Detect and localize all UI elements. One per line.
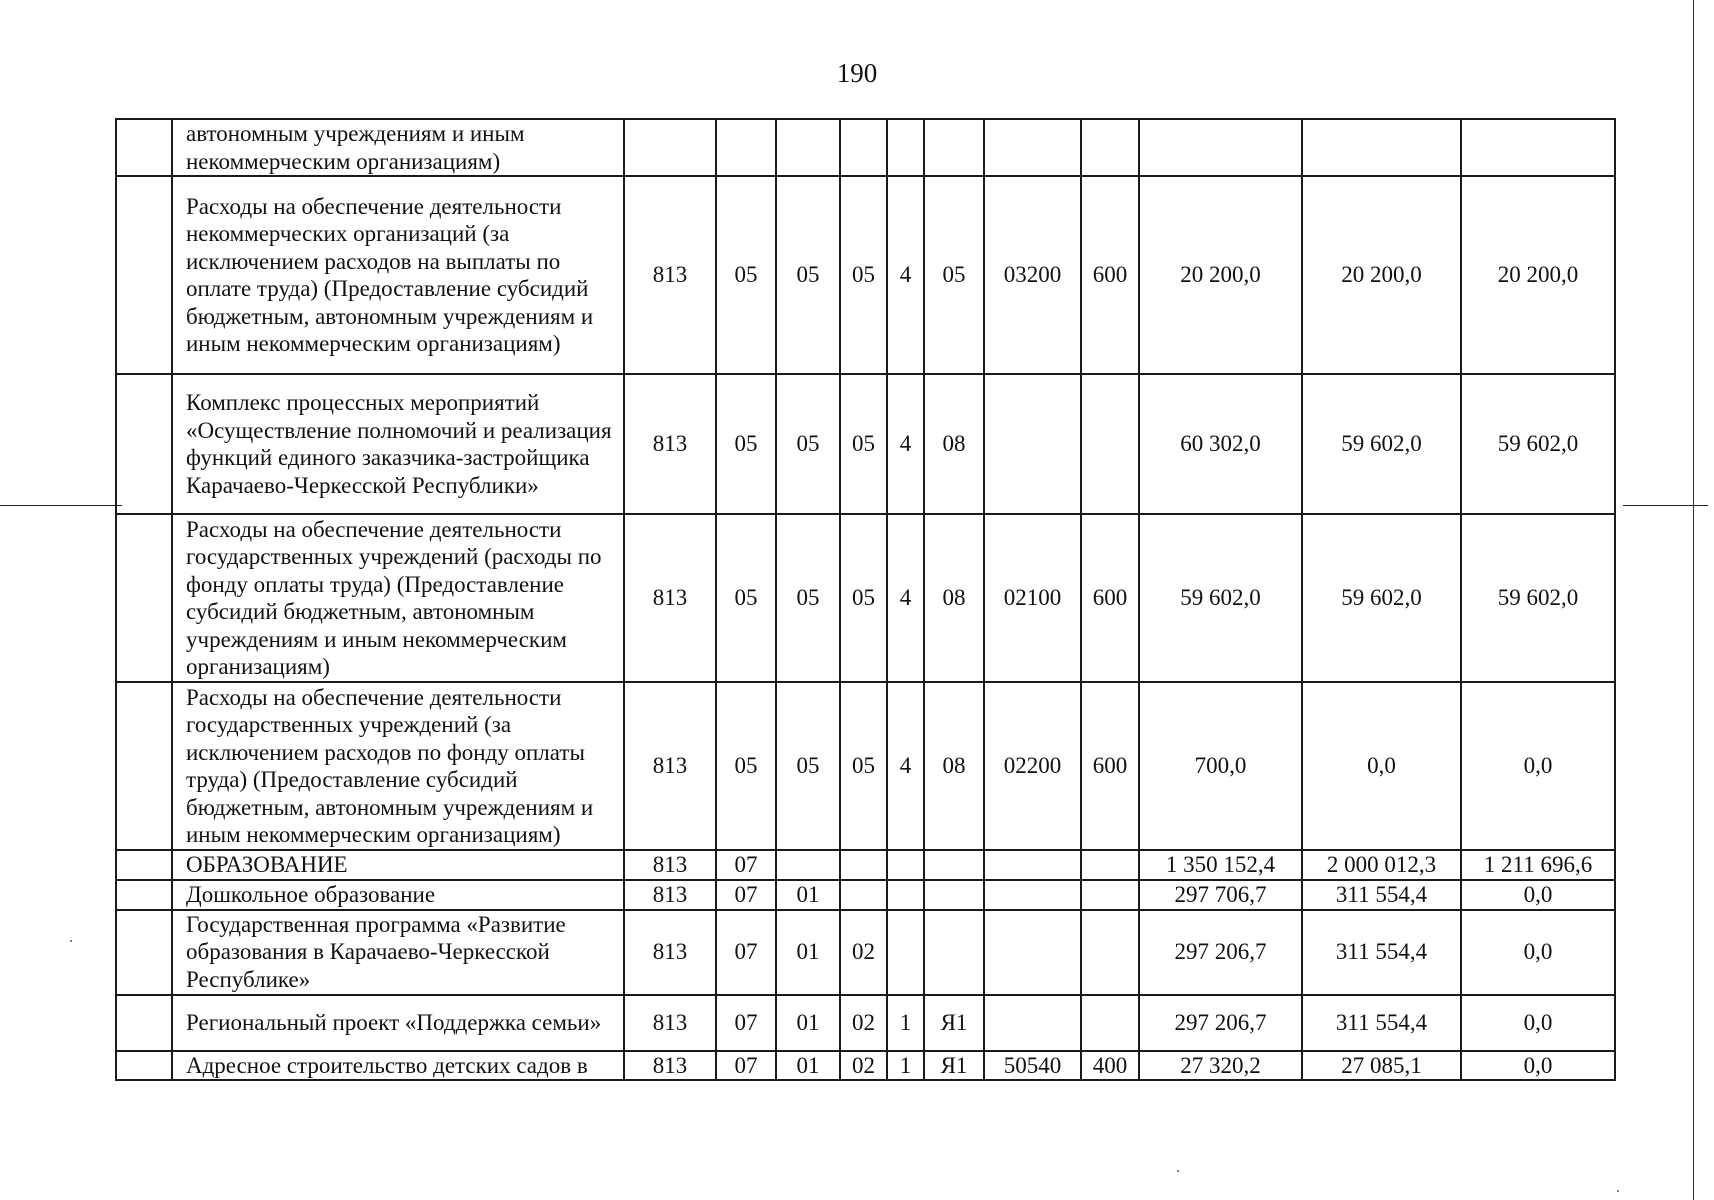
col-year-1-cell: 59 602,0 bbox=[1139, 514, 1302, 682]
col-section-cell: 05 bbox=[716, 682, 776, 850]
table-row bbox=[116, 910, 1615, 995]
row-name-cell: Расходы на обеспечение деятельности государственных учреждений (за исключением расходов по фонду оплаты труда) (Предоставление субсидий бюджетным, автономным учреждениям и иным некоммерческим организациям) bbox=[172, 682, 624, 850]
col-year-1-cell: 1 350 152,4 bbox=[1139, 850, 1302, 880]
scan-speck bbox=[1177, 1170, 1179, 1172]
col-type-cell: 4 bbox=[887, 682, 924, 850]
row-name-cell: Комплекс процессных мероприятий «Осуществление полномочий и реализация функций единого заказчика-застройщика Карачаево-Черкесской Республики» bbox=[172, 374, 624, 514]
col-direction-cell: 03200 bbox=[984, 176, 1081, 374]
col-type-cell: 1 bbox=[887, 995, 924, 1051]
col-year-3-cell: 59 602,0 bbox=[1461, 374, 1615, 514]
table-row bbox=[116, 995, 1615, 1051]
col-type-cell bbox=[887, 850, 924, 880]
col-year-1-cell: 20 200,0 bbox=[1139, 176, 1302, 374]
scan-speck bbox=[70, 940, 72, 942]
col-year-3-cell: 0,0 bbox=[1461, 682, 1615, 850]
col-direction-cell bbox=[984, 119, 1081, 176]
col-section-cell: 07 bbox=[716, 880, 776, 910]
col-direction-cell bbox=[984, 910, 1081, 995]
col-year-2-cell: 59 602,0 bbox=[1302, 374, 1461, 514]
col-subprogram-cell bbox=[924, 880, 984, 910]
col-section-cell: 07 bbox=[716, 995, 776, 1051]
row-name-cell: ОБРАЗОВАНИЕ bbox=[172, 850, 624, 880]
col-subprogram-cell: 08 bbox=[924, 514, 984, 682]
row-number-cell bbox=[116, 1051, 172, 1081]
col-section-cell: 05 bbox=[716, 176, 776, 374]
col-year-3-cell: 0,0 bbox=[1461, 910, 1615, 995]
col-expense-type-cell: 400 bbox=[1081, 1051, 1139, 1081]
table-row bbox=[116, 514, 1615, 682]
col-year-1-cell: 297 706,7 bbox=[1139, 880, 1302, 910]
col-year-2-cell: 27 085,1 bbox=[1302, 1051, 1461, 1081]
row-name-cell: Государственная программа «Развитие образования в Карачаево-Черкесской Республике» bbox=[172, 910, 624, 995]
col-program-cell: 05 bbox=[840, 176, 887, 374]
col-year-2-cell: 2 000 012,3 bbox=[1302, 850, 1461, 880]
col-direction-cell bbox=[984, 880, 1081, 910]
col-subsection-cell: 01 bbox=[776, 995, 840, 1051]
row-number-cell bbox=[116, 995, 172, 1051]
col-year-3-cell: 0,0 bbox=[1461, 995, 1615, 1051]
col-expense-type-cell bbox=[1081, 374, 1139, 514]
col-chapter-cell: 813 bbox=[624, 682, 716, 850]
col-year-1-cell: 297 206,7 bbox=[1139, 995, 1302, 1051]
col-chapter-cell: 813 bbox=[624, 374, 716, 514]
col-year-2-cell: 20 200,0 bbox=[1302, 176, 1461, 374]
col-subprogram-cell bbox=[924, 850, 984, 880]
col-expense-type-cell: 600 bbox=[1081, 176, 1139, 374]
col-section-cell: 07 bbox=[716, 910, 776, 995]
col-subprogram-cell bbox=[924, 910, 984, 995]
col-section-cell: 05 bbox=[716, 514, 776, 682]
col-subsection-cell: 05 bbox=[776, 374, 840, 514]
col-year-3-cell: 1 211 696,6 bbox=[1461, 850, 1615, 880]
col-year-1-cell: 60 302,0 bbox=[1139, 374, 1302, 514]
col-subprogram-cell bbox=[924, 119, 984, 176]
col-program-cell bbox=[840, 119, 887, 176]
row-number-cell bbox=[116, 880, 172, 910]
col-expense-type-cell bbox=[1081, 850, 1139, 880]
col-program-cell: 05 bbox=[840, 682, 887, 850]
col-type-cell: 4 bbox=[887, 176, 924, 374]
page-number: 190 bbox=[836, 58, 878, 88]
col-chapter-cell: 813 bbox=[624, 910, 716, 995]
col-type-cell bbox=[887, 910, 924, 995]
col-subsection-cell: 01 bbox=[776, 1051, 840, 1081]
col-subsection-cell: 01 bbox=[776, 880, 840, 910]
col-section-cell: 05 bbox=[716, 374, 776, 514]
col-subsection-cell: 05 bbox=[776, 682, 840, 850]
col-year-1-cell: 27 320,2 bbox=[1139, 1051, 1302, 1081]
col-year-3-cell: 59 602,0 bbox=[1461, 514, 1615, 682]
col-chapter-cell: 813 bbox=[624, 880, 716, 910]
row-name-cell: Расходы на обеспечение деятельности некоммерческих организаций (за исключением расходов на выплаты по оплате труда) (Предоставление субсидий бюджетным, автономным учреждениям и иным некоммерческим организациям) bbox=[172, 176, 624, 374]
col-year-3-cell: 0,0 bbox=[1461, 1051, 1615, 1081]
col-year-1-cell: 700,0 bbox=[1139, 682, 1302, 850]
col-expense-type-cell bbox=[1081, 880, 1139, 910]
row-number-cell bbox=[116, 682, 172, 850]
col-program-cell: 02 bbox=[840, 995, 887, 1051]
col-section-cell: 07 bbox=[716, 1051, 776, 1081]
col-direction-cell: 02200 bbox=[984, 682, 1081, 850]
col-type-cell: 4 bbox=[887, 374, 924, 514]
row-name-cell: Дошкольное образование bbox=[172, 880, 624, 910]
col-type-cell bbox=[887, 119, 924, 176]
col-direction-cell bbox=[984, 995, 1081, 1051]
budget-table bbox=[115, 118, 1616, 1081]
col-subsection-cell bbox=[776, 850, 840, 880]
col-expense-type-cell bbox=[1081, 995, 1139, 1051]
col-year-1-cell bbox=[1139, 119, 1302, 176]
col-year-3-cell bbox=[1461, 119, 1615, 176]
row-name-cell: автономным учреждениям и иным некоммерческим организациям) bbox=[172, 119, 624, 176]
col-type-cell bbox=[887, 880, 924, 910]
col-section-cell: 07 bbox=[716, 850, 776, 880]
page-edge-line bbox=[1693, 0, 1694, 1200]
col-expense-type-cell bbox=[1081, 119, 1139, 176]
col-year-2-cell bbox=[1302, 119, 1461, 176]
col-year-2-cell: 311 554,4 bbox=[1302, 995, 1461, 1051]
col-subprogram-cell: Я1 bbox=[924, 995, 984, 1051]
col-subsection-cell: 05 bbox=[776, 176, 840, 374]
col-expense-type-cell: 600 bbox=[1081, 514, 1139, 682]
scan-speck bbox=[1617, 1190, 1619, 1192]
col-subprogram-cell: Я1 bbox=[924, 1051, 984, 1081]
table-row bbox=[116, 850, 1615, 880]
table-row bbox=[116, 1051, 1615, 1081]
col-subsection-cell: 01 bbox=[776, 910, 840, 995]
col-subsection-cell: 05 bbox=[776, 514, 840, 682]
table-row bbox=[116, 374, 1615, 514]
row-name-cell: Расходы на обеспечение деятельности государственных учреждений (расходы по фонду оплаты труда) (Предоставление субсидий бюджетным, автономным учреждениям и иным некоммерческим организациям) bbox=[172, 514, 624, 682]
row-name-cell: Адресное строительство детских садов в bbox=[172, 1051, 624, 1081]
table-row bbox=[116, 880, 1615, 910]
col-year-3-cell: 0,0 bbox=[1461, 880, 1615, 910]
col-direction-cell: 02100 bbox=[984, 514, 1081, 682]
col-subprogram-cell: 05 bbox=[924, 176, 984, 374]
col-program-cell bbox=[840, 850, 887, 880]
row-number-cell bbox=[116, 374, 172, 514]
col-direction-cell: 50540 bbox=[984, 1051, 1081, 1081]
col-type-cell: 4 bbox=[887, 514, 924, 682]
fold-line-left bbox=[0, 505, 122, 506]
row-number-cell bbox=[116, 176, 172, 374]
col-section-cell bbox=[716, 119, 776, 176]
row-number-cell bbox=[116, 514, 172, 682]
col-subprogram-cell: 08 bbox=[924, 682, 984, 850]
row-number-cell bbox=[116, 910, 172, 995]
col-program-cell: 02 bbox=[840, 1051, 887, 1081]
col-direction-cell bbox=[984, 850, 1081, 880]
col-year-2-cell: 311 554,4 bbox=[1302, 910, 1461, 995]
row-name-cell: Региональный проект «Поддержка семьи» bbox=[172, 995, 624, 1051]
col-program-cell: 05 bbox=[840, 514, 887, 682]
table-row bbox=[116, 176, 1615, 374]
col-chapter-cell: 813 bbox=[624, 1051, 716, 1081]
fold-line-right bbox=[1623, 505, 1708, 506]
col-type-cell: 1 bbox=[887, 1051, 924, 1081]
col-year-2-cell: 0,0 bbox=[1302, 682, 1461, 850]
col-chapter-cell bbox=[624, 119, 716, 176]
table-row bbox=[116, 119, 1615, 176]
row-number-cell bbox=[116, 850, 172, 880]
col-expense-type-cell: 600 bbox=[1081, 682, 1139, 850]
col-year-3-cell: 20 200,0 bbox=[1461, 176, 1615, 374]
table-row bbox=[116, 682, 1615, 850]
col-program-cell bbox=[840, 880, 887, 910]
col-year-2-cell: 311 554,4 bbox=[1302, 880, 1461, 910]
col-year-1-cell: 297 206,7 bbox=[1139, 910, 1302, 995]
row-number-cell bbox=[116, 119, 172, 176]
col-chapter-cell: 813 bbox=[624, 176, 716, 374]
col-chapter-cell: 813 bbox=[624, 850, 716, 880]
col-subprogram-cell: 08 bbox=[924, 374, 984, 514]
col-expense-type-cell bbox=[1081, 910, 1139, 995]
col-chapter-cell: 813 bbox=[624, 995, 716, 1051]
col-direction-cell bbox=[984, 374, 1081, 514]
col-program-cell: 05 bbox=[840, 374, 887, 514]
col-subsection-cell bbox=[776, 119, 840, 176]
col-year-2-cell: 59 602,0 bbox=[1302, 514, 1461, 682]
col-chapter-cell: 813 bbox=[624, 514, 716, 682]
col-program-cell: 02 bbox=[840, 910, 887, 995]
